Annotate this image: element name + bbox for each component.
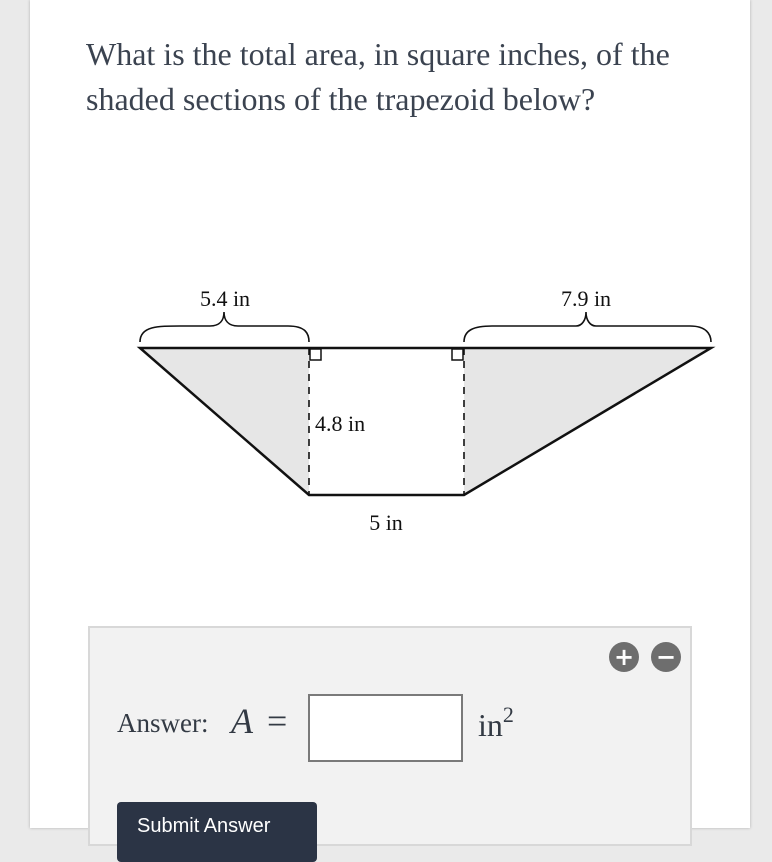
plus-circle-icon[interactable]: + bbox=[609, 642, 639, 672]
question-text: What is the total area, in square inches, of the shaded sections of the trapezoid below? bbox=[86, 36, 670, 117]
question-page bbox=[30, 0, 750, 837]
label-height: 4.8 in bbox=[315, 411, 366, 436]
answer-equals: = bbox=[267, 701, 288, 741]
label-left-top: 5.4 in bbox=[199, 286, 251, 311]
answer-panel bbox=[88, 626, 692, 846]
label-bottom: 5 in bbox=[369, 510, 403, 535]
right-angle-marker-left bbox=[310, 349, 321, 360]
trapezoid-figure bbox=[30, 0, 750, 600]
right-angle-marker-right bbox=[452, 349, 463, 360]
brace-left bbox=[140, 312, 309, 342]
answer-label: Answer: bbox=[117, 708, 209, 738]
label-right-top: 7.9 in bbox=[560, 286, 612, 311]
minus-circle-icon[interactable]: − bbox=[651, 642, 681, 672]
brace-right bbox=[464, 312, 711, 342]
answer-unit bbox=[478, 702, 514, 744]
answer-input[interactable] bbox=[308, 694, 463, 762]
submit-answer-button[interactable]: Submit Answer bbox=[117, 802, 317, 862]
answer-unit-base: in bbox=[478, 707, 503, 743]
answer-unit-exponent: 2 bbox=[502, 702, 514, 727]
answer-variable: A bbox=[231, 701, 253, 741]
